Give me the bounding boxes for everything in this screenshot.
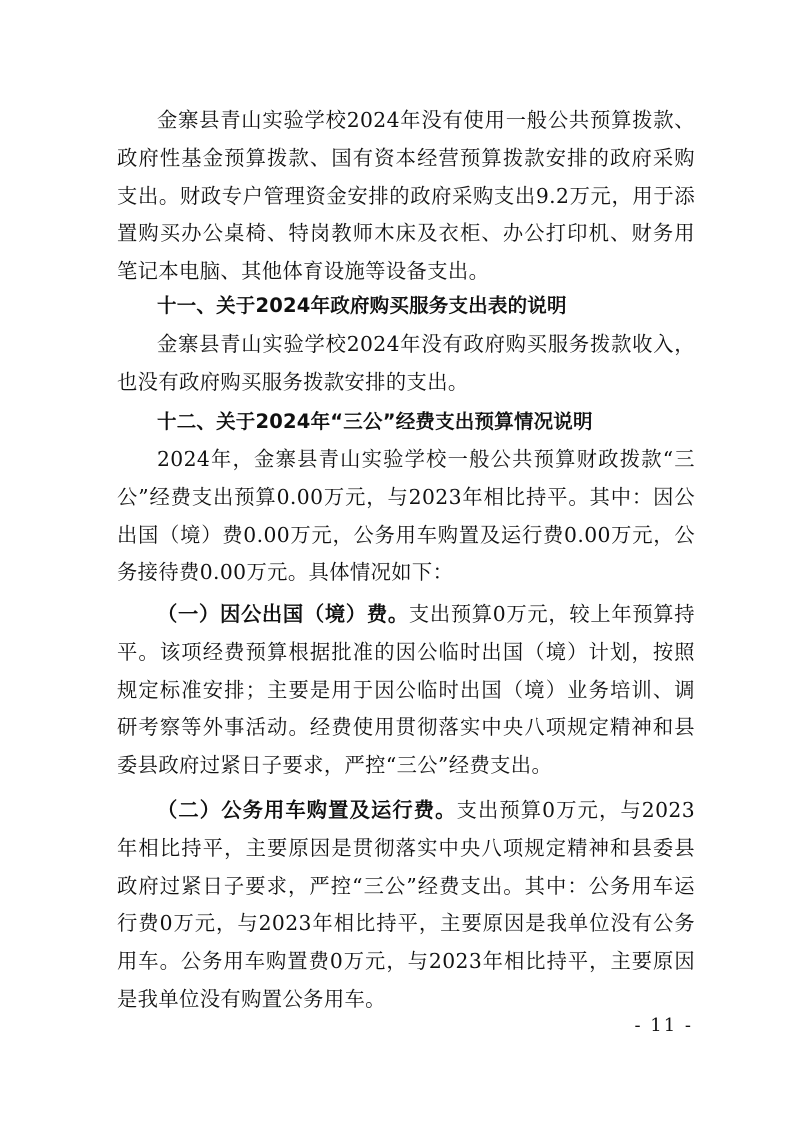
paragraph-overseas-travel bbox=[117, 596, 695, 785]
paragraph-overseas-travel-body: 支出预算0万元，较上年预算持平。该项经费预算根据批准的因公临时出国（境）计划，按照规定标准安排；主要是用于因公临时出国（境）业务培训、调研考察等外事活动。经费使用贯彻落实中央八项规定精神和县委县政府过紧日子要求，严控“三公”经费支出。 bbox=[117, 602, 695, 778]
section-heading-11: 十一、关于2024年政府购买服务支出表的说明 bbox=[157, 294, 567, 317]
paragraph-official-vehicles bbox=[117, 792, 695, 1019]
subsection-heading-1: （一）因公出国（境）费。 bbox=[157, 602, 409, 626]
section-heading-12: 十二、关于2024年“三公”经费支出预算情况说明 bbox=[157, 410, 593, 433]
paragraph-three-public-expenses: 2024年，金寨县青山实验学校一般公共预算财政拨款“三公”经费支出预算0.00万元，与2023年相比持平。其中：因公出国（境）费0.00万元，公务用车购置及运行费0.00万元，公务接待费0.00万元。具体情况如下： bbox=[117, 447, 695, 585]
paragraph-purchase-services: 金寨县青山实验学校2024年没有政府购买服务拨款收入，也没有政府购买服务拨款安排的支出。 bbox=[117, 332, 695, 394]
paragraph-procurement: 金寨县青山实验学校2024年没有使用一般公共预算拨款、政府性基金预算拨款、国有资本经营预算拨款安排的政府采购支出。财政专户管理资金安排的政府采购支出9.2万元，用于添置购买办公桌椅、特岗教师木床及衣柜、办公打印机、财务用笔记本电脑、其他体育设施等设备支出。 bbox=[117, 108, 695, 284]
subsection-heading-2: （二）公务用车购置及运行费。 bbox=[157, 798, 457, 822]
paragraph-official-vehicles-body: 支出预算0万元，与2023年相比持平，主要原因是贯彻落实中央八项规定精神和县委县政府过紧日子要求，严控“三公”经费支出。其中：公务用车运行费0万元，与2023年相比持平，主要原因是我单位没有公务用车。公务用车购置费0万元，与2023年相比持平，主要原因是我单位没有购置公务用车。 bbox=[117, 798, 695, 1011]
page-number: - 11 - bbox=[634, 1015, 693, 1036]
